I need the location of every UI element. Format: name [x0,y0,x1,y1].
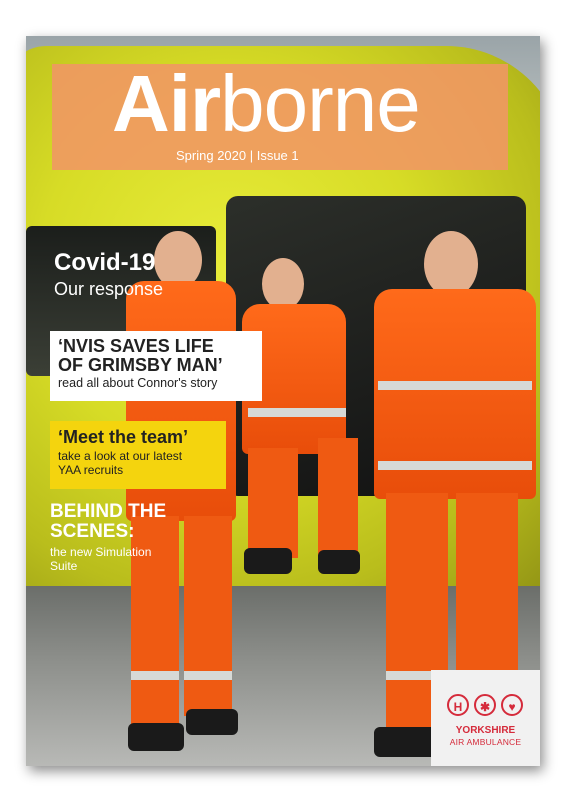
nvis-headline [58,337,262,375]
logo-icons [443,694,529,718]
heart-icon: ♥ [501,694,523,716]
nvis-headline-line2: OF GRIMSBY MAN’ [58,355,223,375]
team-subtext-line1: take a look at our latest [58,449,183,463]
covid-heading: Covid-19 [54,249,156,276]
team-subtext-line2: YAA recruits [58,463,124,477]
behind-subtext-line2: Suite [50,559,78,573]
magazine-cover [26,36,540,766]
nvis-subtext: read all about Connor's story [58,376,218,390]
behind-subtext-line1: the new Simulation [50,545,152,559]
nvis-headline-line1: ‘NVIS SAVES LIFE [58,336,214,356]
paramedic-middle [234,258,374,578]
title-bold-part: Air [112,59,221,148]
behind-scenes-feature [50,502,166,573]
title-light-part: borne [220,59,420,148]
covid-feature [54,249,163,300]
star-of-life-icon: ✱ [474,694,496,716]
issue-label: Spring 2020 | Issue 1 [176,148,299,163]
behind-headline-line1: BEHIND THE [50,501,167,522]
helipad-h-icon: H [447,694,469,716]
logo-name: YORKSHIRE [455,725,516,736]
team-headline: ‘Meet the team’ [58,427,189,447]
yorkshire-air-ambulance-logo [431,670,540,766]
masthead [52,59,508,170]
logo-subtitle: AIR AMBULANCE [449,737,522,747]
team-subtext [58,449,226,477]
behind-headline [50,502,166,542]
magazine-title [112,58,420,150]
nvis-feature-box [50,331,262,401]
team-feature-box [50,421,226,489]
behind-headline-line2: SCENES: [50,521,135,542]
covid-subheading: Our response [54,279,164,299]
behind-subtext [50,545,166,573]
